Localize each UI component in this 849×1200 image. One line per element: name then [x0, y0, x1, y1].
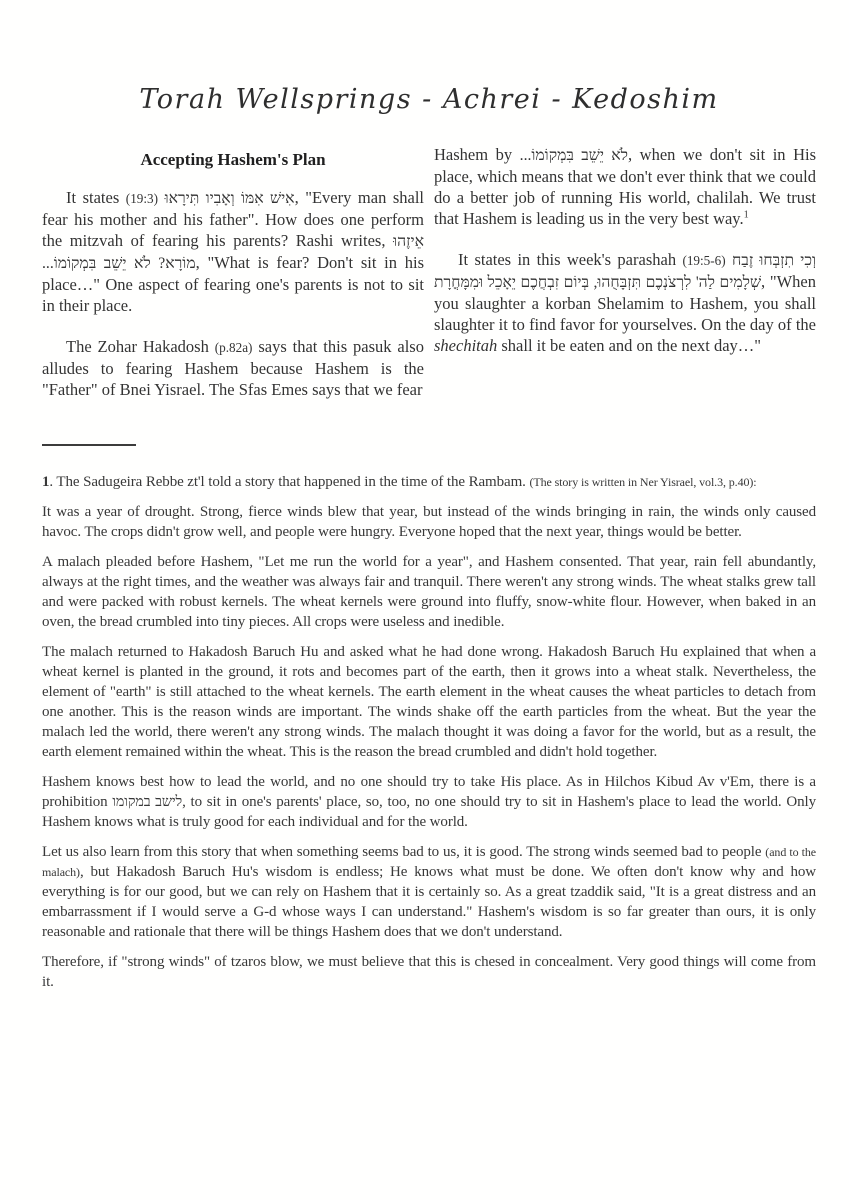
- text-segment: (19:5-6): [682, 253, 726, 268]
- footnote-paragraph: [42, 472, 816, 492]
- hebrew-text: אִישׁ אִמּוֹ וְאָבִיו תִּירָאוּ: [164, 190, 295, 207]
- hebrew-text: וְכִי תִזְבְּחוּ זֶבַח שְׁלָמִים לַה' לִרְצֹנְכֶם תִּזְבָּחֻהוּ, בְּיוֹם זִבְחֲכֶם יֵאָכֵל וּמִמָּחֳרָת: [434, 252, 817, 291]
- text-segment: It states in this week's parashah: [458, 250, 683, 269]
- text-segment: says that this pasuk also alludes to fearing Hashem because Hashem is the "Father" of Bnei Yisrael. The Sfas Emes says that we fear: [42, 337, 424, 399]
- text-segment: The malach returned to Hakadosh Baruch Hu and asked what he had done wrong. Hakadosh Baruch Hu explained that when a wheat kernel is planted in the ground, it rots and becomes part of the earth, then it grows into a wheat stalk. Nevertheless, the element of "earth" is still attached to the wheat kernels. The earth element in the wheat causes the wheat particles to detach from one another. This is the reason winds are important. The winds shake off the earth particles from the wheat. But the year the malach led the world, there weren't any strong winds. The malach thought it was doing a favor for the world, but as a result, the earth element remained within the wheat. This is the reason the bread crumbled and didn't hold together.: [42, 644, 816, 760]
- page-title: Torah Wellsprings - Achrei - Kedoshim: [139, 84, 719, 115]
- text-segment: (p.82a): [214, 340, 253, 355]
- text-segment: shechitah: [434, 336, 498, 355]
- text-segment: Hashem by: [434, 145, 520, 164]
- text-segment: Let us also learn from this story that when something seems bad to us, it is good. The strong winds seemed bad to people: [42, 844, 766, 860]
- footnote-paragraph: [42, 642, 816, 762]
- text-segment: , "Every man shall fear his mother and his father". How does one perform the mitzvah of fearing his parents? Rashi writes,: [42, 188, 425, 250]
- hebrew-text: לֹא יֵשֵׁב בִּמְקוֹמוֹ...: [519, 147, 629, 164]
- left-column: [42, 144, 424, 420]
- text-segment: It states: [66, 188, 126, 207]
- hebrew-text: אֵיזֶהוּ מוֹרָא? לֹא יֵשֵׁב בִּמְקוֹמוֹ...: [42, 233, 424, 272]
- two-column-body: [42, 144, 816, 420]
- text-segment: The Zohar Hakadosh: [66, 337, 215, 356]
- hebrew-text: לישב במקומו: [112, 794, 183, 810]
- text-segment: 1: [743, 209, 749, 221]
- body-paragraph: [434, 249, 816, 356]
- footnote-paragraph: [42, 502, 816, 542]
- text-segment: shall it be eaten and on the next day…": [497, 336, 762, 355]
- text-segment: , but Hakadosh Baruch Hu's wisdom is endless; He knows what must be done. We often don't know why and how everything is for our good, but we can rely on Hashem that it is certainly so. As a great tzaddik said, "It is a great distress and an embarrassment if I would serve a G-d whose ways I can understand." Hashem's wisdom is so far greater than ours, it is only reasonable and rationale that there will be things Hashem does that we don't understand.: [42, 864, 816, 940]
- footnotes-section: [42, 472, 816, 992]
- text-segment: 1: [42, 474, 50, 490]
- text-segment: (and to the malach): [42, 845, 816, 879]
- text-segment: Hashem knows best how to lead the world, and no one should try to take His place. As in Hilchos Kibud Av v'Em, there is a prohibition: [42, 774, 816, 810]
- section-heading: Accepting Hashem's Plan: [140, 150, 326, 169]
- footnote-paragraph: [42, 842, 816, 942]
- body-paragraph: [42, 187, 424, 316]
- body-paragraph: [434, 144, 816, 229]
- text-segment: A malach pleaded before Hashem, "Let me run the world for a year", and Hashem consented. That year, rain fell abundantly, always at the right times, and the weather was always fair and tranquil. There weren't any strong winds. The wheat stalks grew tall and were packed with robust kernels. The wheat kernels were ground into fluffy, snow-white flour. However, when baked in an oven, the bread crumbled into tiny pieces. All crops were useless and inedible.: [42, 554, 816, 630]
- right-column: [434, 144, 816, 420]
- text-segment: (19:3): [125, 191, 159, 206]
- text-segment: It was a year of drought. Strong, fierce winds blew that year, but instead of the winds bringing in rain, the winds only caused havoc. The crops didn't grow well, and people were hungry. Everyone hoped that the next year, things would be better.: [42, 504, 816, 540]
- footnote-paragraph: [42, 552, 816, 632]
- text-segment: (The story is written in Ner Yisrael, vol.3, p.40):: [529, 475, 757, 489]
- footnote-paragraph: [42, 952, 816, 992]
- text-segment: , "When you slaughter a korban Shelamim to Hashem, you shall slaughter it to find favor for yourselves. On the day of the: [434, 272, 816, 334]
- text-segment: , when we don't sit in His place, which means that we don't ever think that we could do a better job of running His world, chalilah. We trust that Hashem is leading us in the very best way.: [434, 145, 816, 228]
- text-segment: . The Sadugeira Rebbe zt'l told a story that happened in the time of the Rambam.: [49, 474, 530, 490]
- footnote-separator: [42, 444, 136, 446]
- text-segment: , to sit in one's parents' place, so, too, no one should try to sit in Hashem's place to lead the world. Only Hashem knows what is truly good for each individual and for the world.: [42, 794, 816, 830]
- body-paragraph: [42, 336, 424, 400]
- text-segment: Therefore, if "strong winds" of tzaros blow, we must believe that this is chesed in concealment. Very good things will come from it.: [42, 954, 816, 990]
- text-segment: , "What is fear? Don't sit in his place…" One aspect of fearing one's parents is not to sit in their place.: [42, 253, 424, 315]
- footnote-paragraph: [42, 772, 816, 832]
